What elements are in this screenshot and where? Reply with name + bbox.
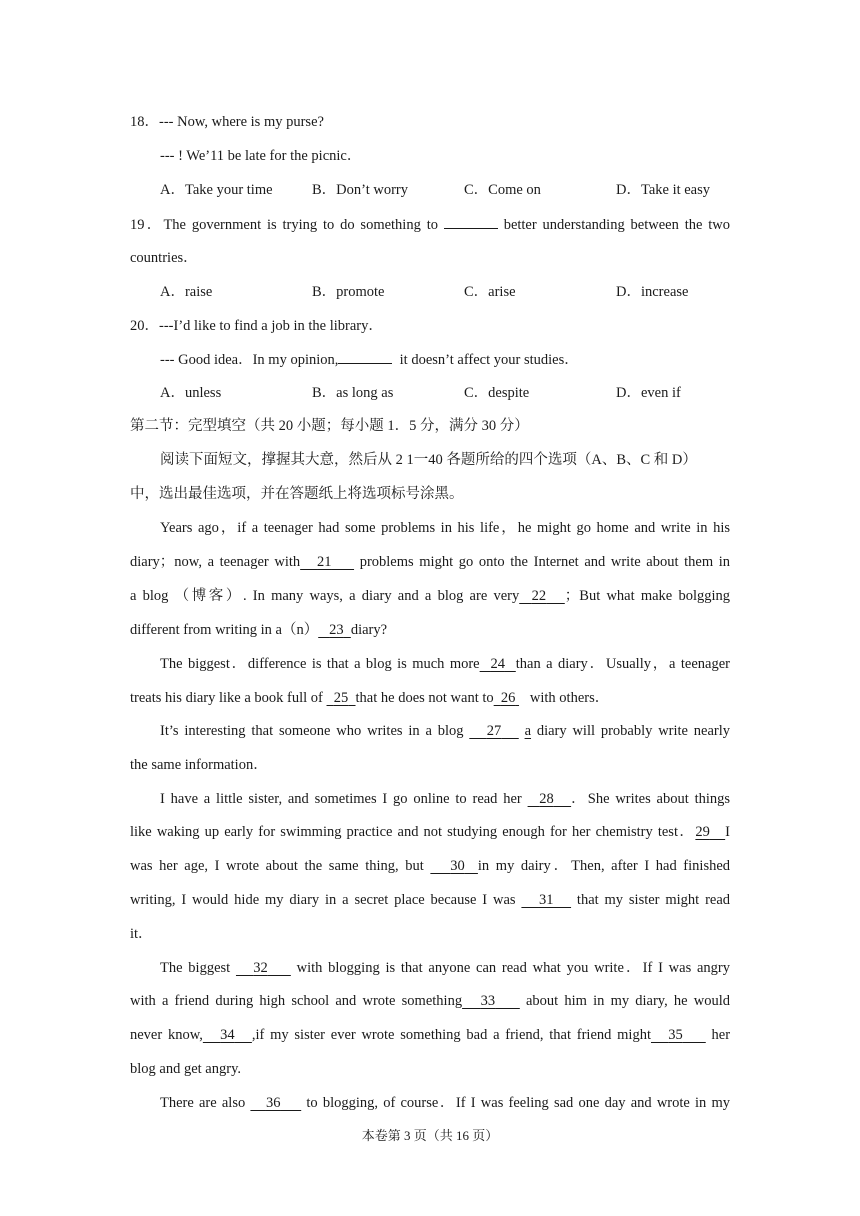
blank-number: 28 (539, 791, 554, 807)
passage-text: to blogging, of course．If I was feeling sad one day and wrote in my (306, 1095, 731, 1111)
option-d[interactable]: D．even if (616, 385, 681, 401)
passage-line (130, 856, 730, 876)
blank-29 (695, 824, 725, 840)
passage-text: with blogging is that anyone can read what you write．If I was angry (296, 960, 731, 976)
option-b[interactable]: B．promote (312, 284, 385, 300)
passage-text: writing, I would hide my diary in a secret place because I was (130, 892, 516, 908)
passage-text: I (725, 824, 730, 840)
passage-line (130, 586, 730, 606)
question-20-reply (160, 349, 730, 370)
passage-text: The biggest．difference is that a blog is much more (160, 656, 480, 672)
passage-text: that he does not want to (355, 690, 494, 706)
blank-number: 34 (220, 1027, 235, 1043)
passage-text: was her age, I wrote about the same thing, but (130, 858, 424, 874)
answer-blank (444, 214, 498, 229)
passage-text: diary will probably write nearly (536, 723, 731, 739)
page-footer: 本卷第 3 页（共 16 页） (361, 1128, 499, 1143)
passage-line: Years ago，if a teenager had some problems in his life，he might go home and write in his (160, 520, 730, 536)
blank-26 (494, 690, 519, 706)
passage-text: diary；now, a teenager with (130, 554, 301, 570)
question-number: 18． (130, 114, 159, 130)
section-instructions: 阅读下面短文，撑握其大意，然后从 2 1一40 各题所给的四个选项（A、B、C 和 D） (160, 452, 697, 468)
passage-line (160, 1093, 730, 1113)
question-text: it doesn’t affect your studies． (399, 352, 579, 368)
option-a[interactable]: A．Take your time (160, 182, 273, 198)
passage-text: than a diary．Usually，a teenager (515, 656, 731, 672)
blank-number: 33 (480, 993, 496, 1009)
passage-text: like waking up early for swimming practice and not studying enough for her chemistry test． (130, 824, 696, 840)
question-text: --- Now, where is my purse? (159, 114, 324, 130)
blank-number: 22 (531, 588, 547, 604)
section-title: 第二节：完型填空（共 20 小题；每小题 1．5 分，满分 30 分） (130, 418, 529, 434)
blank-number: 30 (450, 858, 465, 874)
passage-text: ,if my sister ever wrote something bad a friend, that friend might (251, 1027, 651, 1043)
question-text: --- Good idea．In my opinion, (160, 352, 339, 368)
blank-27 (469, 723, 518, 739)
passage-line (130, 688, 730, 708)
blank-28 (528, 791, 572, 807)
passage-text: about him in my diary, he would (526, 993, 731, 1009)
blank-24 (480, 656, 516, 672)
passage-line (130, 890, 730, 910)
answer-blank (338, 349, 392, 364)
passage-text: that my sister might read (576, 892, 731, 908)
passage-text: never know, (130, 1027, 203, 1043)
blank-number: 31 (538, 892, 554, 908)
option-c[interactable]: C．arise (464, 284, 516, 300)
passage-text: different from writing in a（n） (130, 622, 319, 638)
option-d[interactable]: D．Take it easy (616, 182, 711, 198)
option-b[interactable]: B．Don’t worry (312, 182, 408, 198)
passage-line: the same information． (130, 757, 268, 773)
option-b[interactable]: B．as long as (312, 385, 394, 401)
passage-text: I have a little sister, and sometimes I go online to read her (160, 791, 522, 807)
option-a[interactable]: A．unless (160, 385, 222, 401)
question-text: The government is trying to do something to (163, 217, 438, 233)
question-19-options (160, 282, 760, 302)
blank-21 (300, 554, 354, 570)
passage-line (130, 620, 730, 640)
blank-32 (236, 960, 291, 976)
passage-text: treats his diary like a book full of (130, 690, 323, 706)
passage-text: There are also (160, 1095, 246, 1111)
passage-line (130, 552, 730, 572)
passage-line (130, 1025, 730, 1045)
passage-line (160, 789, 730, 809)
blank-36 (250, 1095, 301, 1111)
blank-number: 25 (333, 690, 349, 706)
option-c[interactable]: C．Come on (464, 182, 541, 198)
option-a[interactable]: A．raise (160, 284, 213, 300)
blank-number: 27 (486, 723, 502, 739)
option-d[interactable]: D．increase (616, 284, 689, 300)
passage-text: a (524, 723, 532, 739)
option-c[interactable]: C．despite (464, 385, 530, 401)
blank-23 (318, 622, 351, 638)
blank-34 (203, 1027, 252, 1043)
question-number: 19． (130, 217, 164, 233)
passage-text: her (711, 1027, 731, 1043)
passage-text: problems might go onto the Internet and write about them in (359, 554, 731, 570)
passage-line (160, 721, 730, 741)
question-20-stem (130, 316, 730, 336)
blank-35 (651, 1027, 706, 1043)
blank-number: 26 (500, 690, 516, 706)
passage-line (130, 822, 730, 842)
passage-line: it． (130, 926, 153, 942)
passage-text: It’s interesting that someone who writes in a blog (160, 723, 464, 739)
passage-line (130, 991, 730, 1011)
passage-text: ；But what make bolgging (564, 588, 730, 604)
passage-line (160, 958, 730, 978)
blank-number: 23 (329, 622, 344, 638)
question-18-reply: --- ! We’11 be late for the picnic． (160, 148, 362, 164)
blank-number: 24 (490, 656, 505, 672)
passage-text: a blog （博客）. In many ways, a diary and a blog are very (130, 588, 520, 604)
question-19-stem-cont: countries． (130, 250, 198, 266)
blank-25 (327, 690, 356, 706)
passage-line: blog and get angry. (130, 1061, 242, 1077)
passage-text: in my dairy．Then, after I had finished (477, 858, 731, 874)
blank-33 (462, 993, 520, 1009)
blank-number: 35 (668, 1027, 683, 1043)
blank-30 (430, 858, 478, 874)
section-instructions-cont: 中，选出最佳选项，并在答题纸上将选项标号涂黑。 (130, 486, 464, 502)
blank-31 (521, 892, 571, 908)
blank-22 (519, 588, 565, 604)
question-20-options (160, 383, 760, 403)
blank-number: 32 (253, 960, 268, 976)
blank-number: 36 (265, 1095, 281, 1111)
question-19-stem (130, 214, 730, 235)
passage-text: The biggest (160, 960, 231, 976)
blank-number: 29 (695, 824, 710, 840)
question-18-stem (130, 112, 730, 132)
passage-text: with a friend during high school and wrote something (130, 993, 463, 1009)
passage-line (160, 654, 730, 674)
question-text: better understanding between the two (503, 217, 731, 233)
question-number: 20． (130, 318, 159, 334)
passage-text: with others． (529, 690, 610, 706)
question-text: ---I’d like to find a job in the library． (159, 318, 383, 334)
question-18-options (160, 180, 760, 200)
passage-text: diary? (350, 622, 388, 638)
blank-number: 21 (317, 554, 332, 570)
passage-text: ．She writes about things (571, 791, 731, 807)
